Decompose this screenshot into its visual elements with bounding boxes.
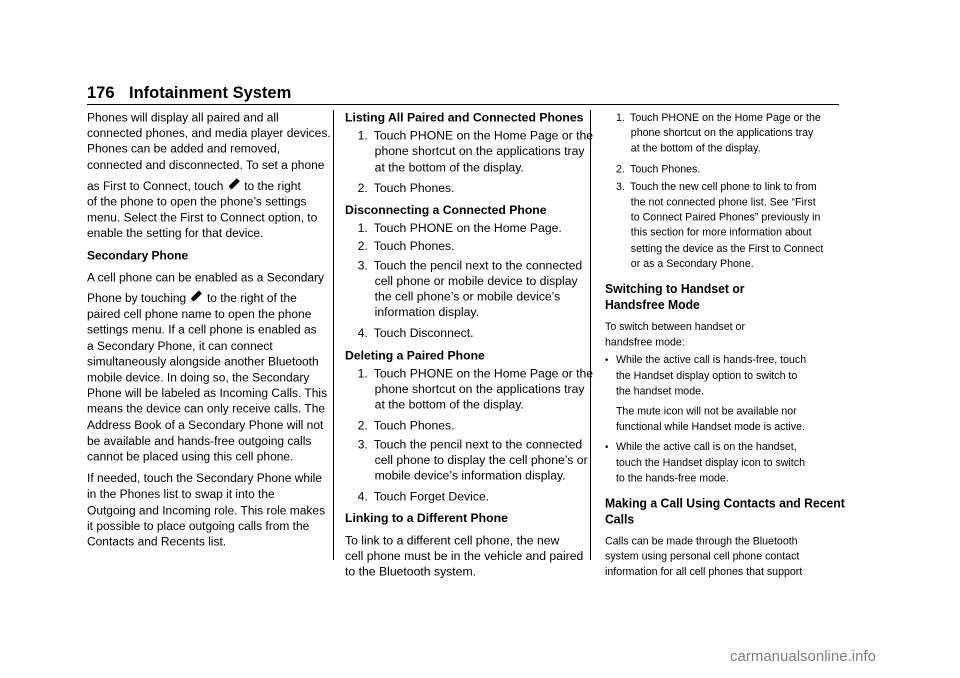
secondary-paragraph [87, 270, 328, 465]
making-call-heading [605, 496, 845, 528]
bullet-item [605, 439, 805, 485]
step-item [345, 489, 571, 505]
step-text: cell phone to display the cell phone’s or [374, 453, 588, 467]
text-line: in the Phones list to swap it into the [87, 487, 275, 501]
heading-line: Calls [605, 512, 635, 527]
text-line: Contacts and Recents list. [87, 535, 227, 549]
text-line: Phones will display all paired and all [87, 110, 279, 124]
text-line: Address Book of a Secondary Phone will not [87, 418, 324, 432]
text-line: it possible to place outgoing calls from the [87, 519, 310, 533]
step-number: 4. [357, 326, 368, 340]
step-text: Touch PHONE on the Home Page or the [373, 366, 594, 380]
step-item [345, 239, 571, 255]
swap-paragraph [87, 471, 326, 550]
step-text: phone shortcut on the applications tray [630, 126, 814, 139]
disconnect-heading: Disconnecting a Connected Phone [345, 203, 547, 217]
step-text: phone shortcut on the applications tray [374, 382, 585, 396]
step-item [345, 366, 594, 413]
text-line: be available and hands-free outgoing calls [87, 434, 312, 448]
heading-line: Handsfree Mode [605, 298, 700, 313]
step-number: 4. [357, 490, 368, 504]
text-span: to the right [244, 179, 301, 193]
bullet-note [605, 404, 805, 435]
step-text: at the bottom of the display. [374, 160, 524, 174]
step-text: Touch Phones. [373, 240, 455, 254]
step-text: to Connect Paired Phones” previously in [630, 210, 821, 224]
step-number: 1. [357, 129, 368, 143]
step-text: Touch the pencil next to the connected [373, 258, 583, 272]
step-text: this section for more information about [630, 225, 812, 239]
step-item [345, 181, 571, 197]
step-text: Touch the pencil next to the connected [373, 437, 583, 451]
step-text: Touch the new cell phone to link to from [630, 179, 817, 193]
text-line: enable the setting for that device. [87, 226, 264, 240]
bullet-text: touch the Handset display icon to switch [615, 455, 805, 469]
heading-line: Switching to Handset or [605, 282, 745, 297]
step-item [345, 326, 571, 342]
bullet-text: While the active call is hands-free, touch [615, 353, 807, 367]
listing-heading: Listing All Paired and Connected Phones [345, 110, 584, 124]
column-1 [87, 110, 331, 550]
text-line: handsfree mode: [605, 335, 685, 349]
heading-line: Making a Call Using Contacts and Recent [605, 496, 845, 511]
text-line: means the device can only receive calls. The [87, 402, 326, 416]
text-span: to the right of the [206, 291, 297, 305]
bullet-icon: • [605, 441, 609, 453]
step-text: or as a Secondary Phone. [630, 256, 754, 270]
step-item [345, 128, 594, 175]
secondary-phone-heading: Secondary Phone [87, 248, 189, 262]
bullet-text: the Handset display option to switch to [615, 368, 798, 382]
text-span: Phone by touching [87, 291, 187, 305]
pencil-icon [227, 177, 241, 191]
linking-paragraph [345, 533, 584, 580]
text-line: of the phone to open the phone’s settings [87, 195, 307, 209]
text-line: cell phone must be in the vehicle and paired [345, 549, 584, 563]
step-number: 3. [357, 437, 368, 451]
step-item [345, 258, 583, 321]
step-number: 2. [357, 240, 368, 254]
text-line: Calls can be made through the Bluetooth [605, 534, 798, 548]
text-line: simultaneously alongside another Bluetooth [87, 355, 319, 369]
text-line: to the Bluetooth system. [345, 565, 477, 579]
step-number: 1. [357, 366, 368, 380]
step-item [345, 419, 571, 435]
text-line: settings menu. If a cell phone is enabled as [87, 323, 317, 337]
column-2 [345, 110, 594, 580]
step-text: cell phone or mobile device to display [374, 274, 578, 288]
bullet-icon: • [605, 354, 609, 367]
text-line: If needed, touch the Secondary Phone while [87, 471, 322, 486]
text-line: Phone will be labeled as Incoming Calls. This [87, 386, 328, 400]
page-header [87, 84, 839, 104]
step-text: at the bottom of the display. [630, 141, 761, 155]
delete-heading: Deleting a Paired Phone [345, 348, 485, 362]
step-item [345, 437, 588, 484]
text-line: menu. Select the First to Connect option, to [87, 211, 318, 225]
step-number: 2. [615, 161, 625, 175]
switching-intro [605, 319, 793, 350]
step-text: Touch Forget Device. [373, 490, 490, 504]
watermark: carmanualsonline.info [730, 648, 876, 665]
text-line: Outgoing and Incoming role. This role makes [87, 503, 326, 517]
step-text: Touch Disconnect. [373, 326, 474, 340]
text-line: a Secondary Phone, it can connect [87, 339, 273, 353]
step-item [605, 110, 821, 156]
step-number: 2. [357, 181, 368, 195]
step-text: Touch PHONE on the Home Page or the [373, 129, 594, 143]
text-line: mobile device. In doing so, the Secondary [87, 370, 310, 384]
making-call-paragraph [605, 534, 803, 580]
section-title: Infotainment System [129, 84, 292, 102]
linking-heading: Linking to a Different Phone [345, 512, 508, 526]
step-number: 2. [357, 419, 368, 433]
step-text: at the bottom of the display. [374, 398, 524, 412]
note-text: The mute icon will not be available nor [615, 404, 797, 418]
step-number: 1. [615, 110, 625, 124]
header-rule [87, 104, 839, 105]
step-text: Touch PHONE on the Home Page. [373, 221, 562, 235]
text-line: connected phones, and media player devices. [87, 126, 331, 140]
pencil-icon [190, 289, 204, 303]
step-item [345, 221, 571, 237]
page-number: 176 [87, 84, 115, 102]
bullet-text: While the active call is on the handset, [615, 440, 797, 453]
step-text: phone shortcut on the applications tray [374, 144, 585, 158]
bullet-text: to the hands-free mode. [615, 471, 729, 484]
step-text: Touch Phones. [630, 161, 701, 175]
step-text: Touch Phones. [373, 181, 455, 195]
text-line: connected and disconnected. To set a phone [87, 158, 325, 172]
text-line [87, 177, 323, 195]
step-item [605, 161, 793, 176]
step-number: 3. [357, 258, 368, 272]
step-text: the cell phone’s or mobile device’s [374, 290, 561, 304]
bullet-item [605, 353, 807, 399]
step-text: information display. [374, 305, 479, 319]
step-number: 1. [357, 221, 368, 235]
step-text: Touch Phones. [373, 419, 455, 433]
column-divider-1 [333, 110, 334, 560]
step-item [605, 179, 824, 271]
text-line: To switch between handset or [605, 320, 746, 333]
text-line: Phones can be added and removed, [87, 142, 281, 156]
step-text: Touch PHONE on the Home Page or the [630, 110, 821, 124]
note-text: functional while Handset mode is active. [615, 419, 805, 433]
text-line: cannot be placed using this cell phone. [87, 450, 294, 464]
column-3 [605, 110, 845, 580]
text-line: To link to a different cell phone, the new [345, 533, 560, 547]
text-line: information for all cell phones that support [605, 565, 803, 578]
step-text: setting the device as the First to Connect [630, 241, 824, 254]
step-number: 3. [615, 179, 625, 193]
column-divider-2 [590, 110, 591, 560]
bullet-text: the handset mode. [615, 384, 704, 397]
intro-paragraph [87, 110, 331, 242]
step-text: the not connected phone list. See “First [630, 195, 816, 208]
text-line: system using personal cell phone contact [605, 549, 800, 563]
step-text: mobile device’s information display. [374, 469, 566, 483]
text-line: A cell phone can be enabled as a Secondary [87, 270, 325, 284]
switching-heading [605, 281, 793, 313]
text-line: paired cell phone name to open the phone [87, 307, 312, 321]
text-line [87, 289, 323, 307]
text-span: as First to Connect, touch [87, 179, 224, 193]
